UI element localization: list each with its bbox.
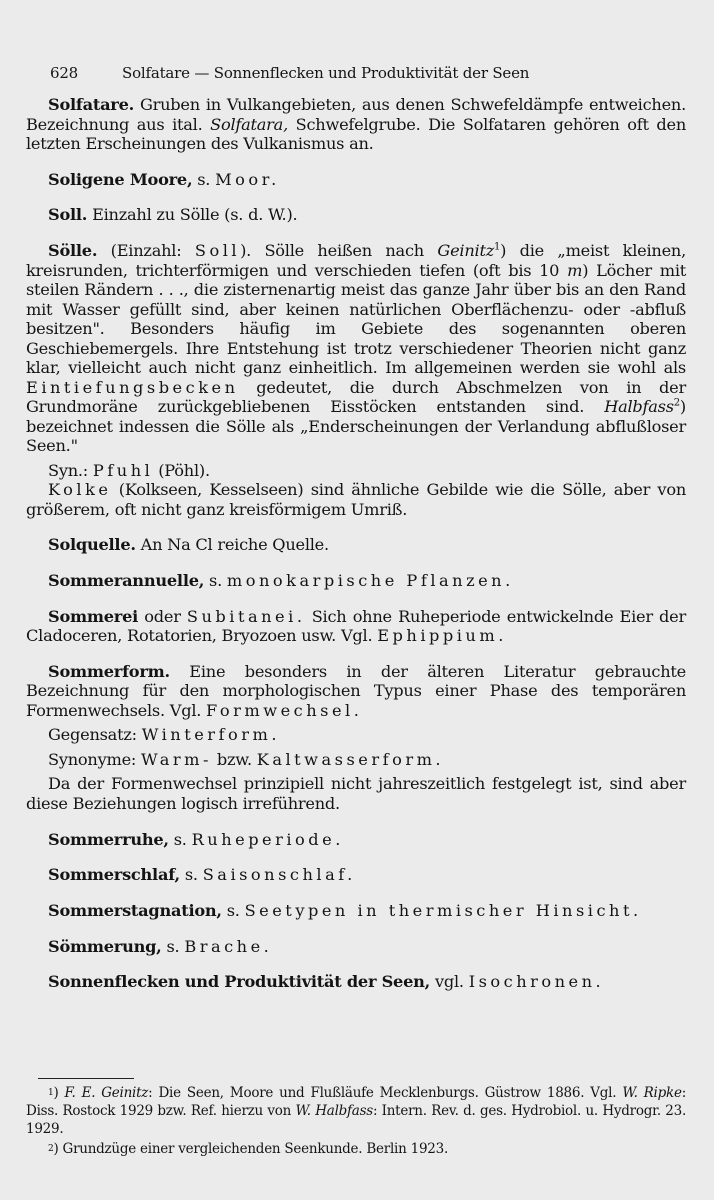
entry-text: s. bbox=[179, 865, 203, 885]
spaced-term: Pfuhl bbox=[92, 460, 154, 480]
cross-reference: Ruheperiode. bbox=[191, 829, 344, 849]
entry-text: s. bbox=[168, 829, 192, 849]
cross-reference: Moor. bbox=[215, 169, 280, 189]
entry-text: Schwefelgrube. Die Solfataren gehören oft den letzten Erscheinungen des Vulkanismus an. bbox=[26, 114, 686, 153]
kolke-paragraph bbox=[26, 480, 686, 519]
spaced-term: Subitanei. bbox=[186, 606, 306, 626]
footnote-text: : Intern. Rev. d. ges. Hydrobiol. u. Hydrogr. 23. 1929. bbox=[26, 1103, 687, 1137]
author-name: Halbfass bbox=[604, 397, 674, 417]
spaced-term: Soll bbox=[194, 241, 241, 261]
entry-sommerannuelle bbox=[26, 571, 686, 591]
headword: Sölle. bbox=[48, 241, 98, 261]
entry-sommerform bbox=[26, 662, 686, 814]
entry-text: Sich ohne Ruheperiode entwickelnde Eier der Cladoceren, Rotatorien, Bryozoen usw. Vgl. bbox=[26, 606, 686, 646]
footnote-text: : Diss. Rostock 1929 bzw. Ref. hierzu von bbox=[26, 1085, 686, 1119]
synonyme-label: Synonyme: bbox=[48, 749, 142, 769]
spaced-term: Eintiefungsbecken bbox=[26, 377, 239, 397]
gegensatz-line bbox=[26, 725, 686, 745]
entry-text: ) die „meist kleinen, kreisrunden, trichterförmigen und verschieden tiefen (oft bis 10 bbox=[26, 241, 687, 280]
headword: Sommerform. bbox=[48, 661, 170, 681]
author-name: Geinitz bbox=[437, 241, 494, 261]
spaced-term: Kaltwasserform. bbox=[256, 749, 445, 769]
gegensatz-label: Gegensatz: bbox=[48, 725, 142, 745]
cross-reference: Brache. bbox=[184, 936, 273, 956]
entry-text: oder bbox=[138, 606, 187, 626]
author-name: W. Halbfass bbox=[295, 1103, 373, 1119]
entry-text: Eine besonders in der älteren Literatur gebrauchte Bezeichnung für den morphologischen Typus einer Phase des temporären Formenwechsels. Vgl. bbox=[26, 661, 686, 720]
headword: Sommerruhe, bbox=[48, 829, 169, 849]
entry-soemmerung bbox=[26, 937, 686, 957]
syn-label: Syn.: bbox=[48, 460, 93, 480]
entry-solfatare bbox=[26, 95, 686, 154]
entry-italic: Solfatara, bbox=[210, 114, 288, 134]
footnote-2 bbox=[26, 1140, 686, 1158]
entry-text: (Einzahl: bbox=[97, 241, 195, 261]
footnote-number: 2 bbox=[48, 1144, 54, 1154]
footnote-text: : Die Seen, Moore und Flußläufe Mecklenburgs. Güstrow 1886. Vgl. bbox=[148, 1085, 623, 1101]
page-number: 628 bbox=[50, 64, 79, 82]
entry-sommerei bbox=[26, 607, 686, 646]
entry-text: gedeutet, die durch Abschmelzen von in der Grundmoräne zurückgebliebenen Eisstöcken entstanden sind. bbox=[26, 377, 686, 417]
headword: Sommerschlaf, bbox=[48, 865, 180, 885]
cross-reference: Ephippium. bbox=[377, 626, 507, 646]
author-name: F. E. Geinitz bbox=[64, 1085, 149, 1101]
cross-reference: Saisonschlaf. bbox=[202, 865, 356, 885]
footnote-marker: 2 bbox=[673, 397, 680, 409]
entry-text: ) Löcher mit steilen Rändern . . ., die zisternenartig meist das ganze Jahr über bis an den Rand mit Wasser gefüllt sind, aber keinen natürlichen Oberflächenzu- oder -abfluß besitzen". Besonders häufig im Gebiete des sogenannten oberen Geschiebemergels. Ihre Entstehung ist trotz verschiedener Theorien nicht ganz klar, vielleicht auch nicht ganz einheitlich. Im allgemeinen werden sie wohl als bbox=[26, 260, 686, 378]
headword: Solfatare. bbox=[48, 95, 135, 114]
entry-sonnenflecken bbox=[26, 972, 686, 992]
entry-text: ) bezeichnet indessen die Sölle als „Enderscheinungen der Verlandung abflußloser Seen." bbox=[26, 397, 686, 456]
cross-reference: Seetypen in thermischer Hinsicht. bbox=[244, 900, 642, 920]
cross-reference: monokarpische Pflanzen. bbox=[226, 570, 514, 590]
footnote-text: ) Grundzüge einer vergleichenden Seenkunde. Berlin 1923. bbox=[53, 1141, 449, 1157]
footnote-text: ) bbox=[53, 1085, 65, 1101]
headword: Sömmerung, bbox=[48, 936, 162, 956]
entry-sommerruhe bbox=[26, 830, 686, 850]
synonym-line bbox=[26, 461, 686, 481]
synonyme-line bbox=[26, 750, 686, 770]
headword: Sommerannuelle, bbox=[48, 570, 205, 590]
entry-soll bbox=[26, 205, 686, 225]
entry-text: s. bbox=[161, 936, 185, 956]
spaced-term: Warm- bbox=[141, 749, 212, 769]
entry-soelle bbox=[26, 241, 686, 519]
author-name: W. Ripke bbox=[622, 1085, 682, 1101]
entry-text: bzw. bbox=[211, 749, 257, 769]
headword: Solquelle. bbox=[48, 535, 136, 555]
footnotes bbox=[26, 1084, 686, 1158]
entry-solquelle bbox=[26, 535, 686, 555]
running-title: Solfatare — Sonnenflecken und Produktivität der Seen bbox=[122, 64, 530, 82]
footnote-marker: 1 bbox=[493, 241, 501, 253]
footnote-rule bbox=[38, 1078, 134, 1079]
footnote-number: 1 bbox=[48, 1088, 54, 1098]
headword: Soll. bbox=[48, 205, 88, 225]
entry-sommerschlaf bbox=[26, 865, 686, 885]
entry-sommerstagnation bbox=[26, 901, 686, 921]
entry-text: s. bbox=[204, 570, 227, 590]
entry-text: ). Sölle heißen nach bbox=[240, 241, 438, 261]
entry-text: Einzahl zu Sölle (s. d. W.). bbox=[87, 205, 298, 225]
entry-text: (Kolkseen, Kesselseen) sind ähnliche Gebilde wie die Sölle, aber von größerem, oft nicht ganz kreisförmigem Umriß. bbox=[26, 480, 686, 519]
entry-text: s. bbox=[221, 900, 245, 920]
entry-text: An Na Cl reiche Quelle. bbox=[135, 535, 329, 555]
cross-reference: Isochronen. bbox=[468, 972, 605, 992]
unit: m bbox=[567, 260, 583, 280]
spaced-term: Winterform. bbox=[141, 725, 280, 745]
headword: Sommerei bbox=[48, 606, 139, 626]
footnote-1 bbox=[26, 1084, 686, 1138]
entry-text: (Pöhl). bbox=[153, 460, 210, 480]
entry-soligene-moore bbox=[26, 170, 686, 190]
spaced-term: Kolke bbox=[48, 480, 112, 500]
entry-text: vgl. bbox=[430, 972, 469, 992]
entry-text: Gruben in Vulkangebieten, aus denen Schwefeldämpfe entweichen. Bezeichnung aus ital. bbox=[26, 95, 686, 134]
dictionary-body bbox=[26, 95, 686, 997]
note-paragraph: Da der Formenwechsel prinzipiell nicht jahreszeitlich festgelegt ist, sind aber diese Beziehungen logisch irreführend. bbox=[26, 774, 686, 813]
entry-text: s. bbox=[192, 169, 216, 189]
headword: Sonnenflecken und Produktivität der Seen, bbox=[48, 972, 431, 992]
cross-reference: Formwechsel. bbox=[206, 700, 363, 720]
headword: Sommerstagnation, bbox=[48, 900, 222, 920]
headword: Soligene Moore, bbox=[48, 169, 193, 189]
